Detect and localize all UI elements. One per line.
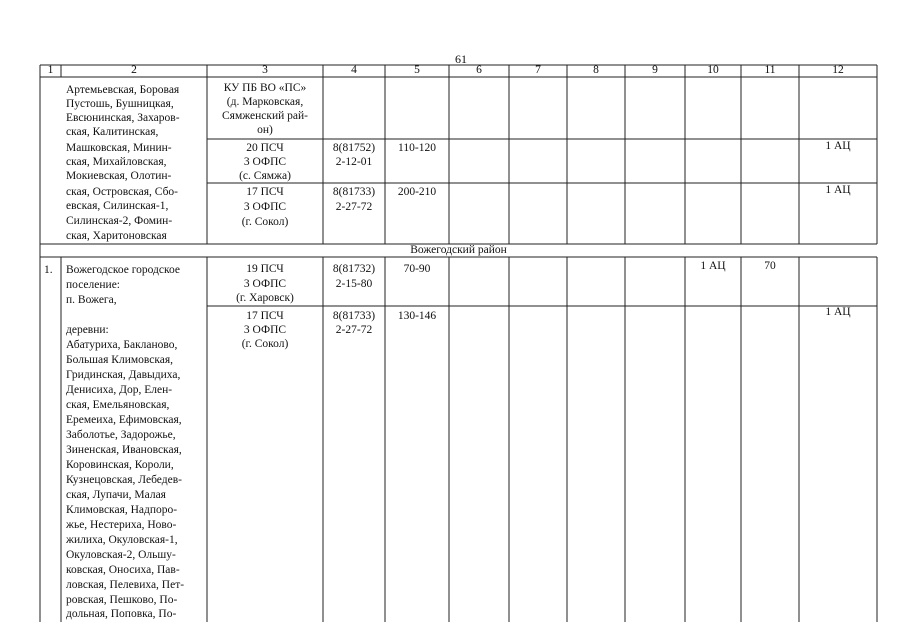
phone-line: 2-27-72 [335,201,373,213]
vehicle-cell: 1 АЦ [825,184,851,196]
village-line: Еремеиха, Ефимовская, [66,414,182,426]
village-line: жилиха, Окуловская-1, [66,534,178,546]
phone-line: 8(81733) [332,186,376,198]
settlement-line: Пустошь, Бушницкая, [66,98,174,110]
settlement-line: Силинская-2, Фомин- [66,215,173,227]
village-line: Абатуриха, Бакланово, [66,339,178,351]
distance-cell: 70-90 [403,263,431,275]
vehicle-cell: 1 АЦ [700,260,726,272]
phone-line: 8(81732) [332,263,376,275]
village-line: Окуловская-2, Ольшу- [66,549,176,561]
column-header: 12 [832,64,844,76]
settlement-header-line: п. Вожега, [66,294,117,306]
settlement-line: евская, Силинская-1, [66,200,169,212]
phone-line: 8(81733) [332,310,376,322]
unit-line: 20 ПСЧ [246,142,284,154]
unit-line: (г. Харовск) [236,292,294,304]
village-line: Большая Климовская, [66,354,174,366]
unit-line: (с. Сямжа) [239,170,291,182]
phone-line: 2-15-80 [335,278,373,290]
column-header: 2 [131,64,137,76]
count-cell: 70 [764,260,776,272]
settlement-line: ская, Островская, Сбо- [66,186,179,198]
village-line: Денисиха, Дор, Елен- [66,384,173,396]
unit-line: (г. Сокол) [241,216,289,228]
unit-main-line: (д. Марковская, [226,96,304,108]
distance-cell: 130-146 [397,310,437,322]
village-line: Кузнецовская, Лебедев- [66,474,182,486]
phone-line: 8(81752) [332,142,376,154]
unit-line: 17 ПСЧ [246,310,284,322]
settlement-header-line: Вожегодское городское [66,264,181,276]
column-header: 6 [476,64,482,76]
unit-main-line: КУ ПБ ВО «ПС» [223,82,307,94]
phone-line: 2-12-01 [335,156,373,168]
unit-line: 3 ОФПС [243,278,287,290]
column-header: 1 [47,64,54,76]
column-header: 3 [262,64,268,76]
column-header: 5 [414,64,420,76]
unit-line: 19 ПСЧ [246,263,284,275]
distance-cell: 110-120 [398,142,436,154]
settlement-line: ская, Калитинская, [66,126,159,138]
village-line: ская, Емельяновская, [66,399,170,411]
village-line: Коровинская, Короли, [66,459,174,471]
column-header: 4 [351,64,357,76]
unit-line: 3 ОФПС [243,201,287,213]
settlement-line: ская, Михайловская, [66,156,167,168]
settlement-line: Артемьевская, Боровая [66,84,180,96]
settlement-header-line: поселение: [66,279,120,291]
unit-main-line: он) [257,124,273,136]
village-line: ковская, Оносиха, Пав- [66,564,180,576]
row-number: 1. [44,264,53,276]
settlement-line: Евсюнинская, Захаров- [66,112,180,124]
settlement-line: ская, Харитоновская [66,230,167,242]
district-title: Вожегодский район [410,244,507,256]
unit-line: (г. Сокол) [241,338,289,350]
column-header: 10 [707,64,719,76]
settlement-line: Мокиевская, Олотин- [66,170,172,182]
column-header: 8 [593,64,599,76]
unit-main-line: Сямженский рай- [221,110,308,122]
column-header: 11 [764,64,776,76]
vehicle-cell: 1 АЦ [825,140,851,152]
vehicle-cell: 1 АЦ [825,306,851,318]
unit-line: 17 ПСЧ [246,186,284,198]
village-line: Зиненская, Ивановская, [66,444,182,456]
village-line: Климовская, Надпоро- [66,504,178,516]
settlement-line: Машковская, Минин- [66,142,172,154]
unit-line: 3 ОФПС [243,156,287,168]
village-line: дольная, Поповка, По- [66,608,177,620]
phone-line: 2-27-72 [335,324,373,336]
distance-cell: 200-210 [397,186,437,198]
village-line: ровская, Пешково, По- [66,594,178,606]
page-number: 61 [455,52,467,66]
village-line: ская, Лупачи, Малая [66,489,166,501]
column-header: 9 [652,64,658,76]
village-line: Гридинская, Давыдиха, [66,369,181,381]
village-line: жье, Нестериха, Ново- [66,519,177,531]
villages-label: деревни: [66,324,109,336]
village-line: Заболотье, Задорожье, [66,429,176,441]
unit-line: 3 ОФПС [243,324,287,336]
column-header: 7 [535,64,541,76]
village-line: ловская, Пелевиха, Пет- [66,579,185,591]
